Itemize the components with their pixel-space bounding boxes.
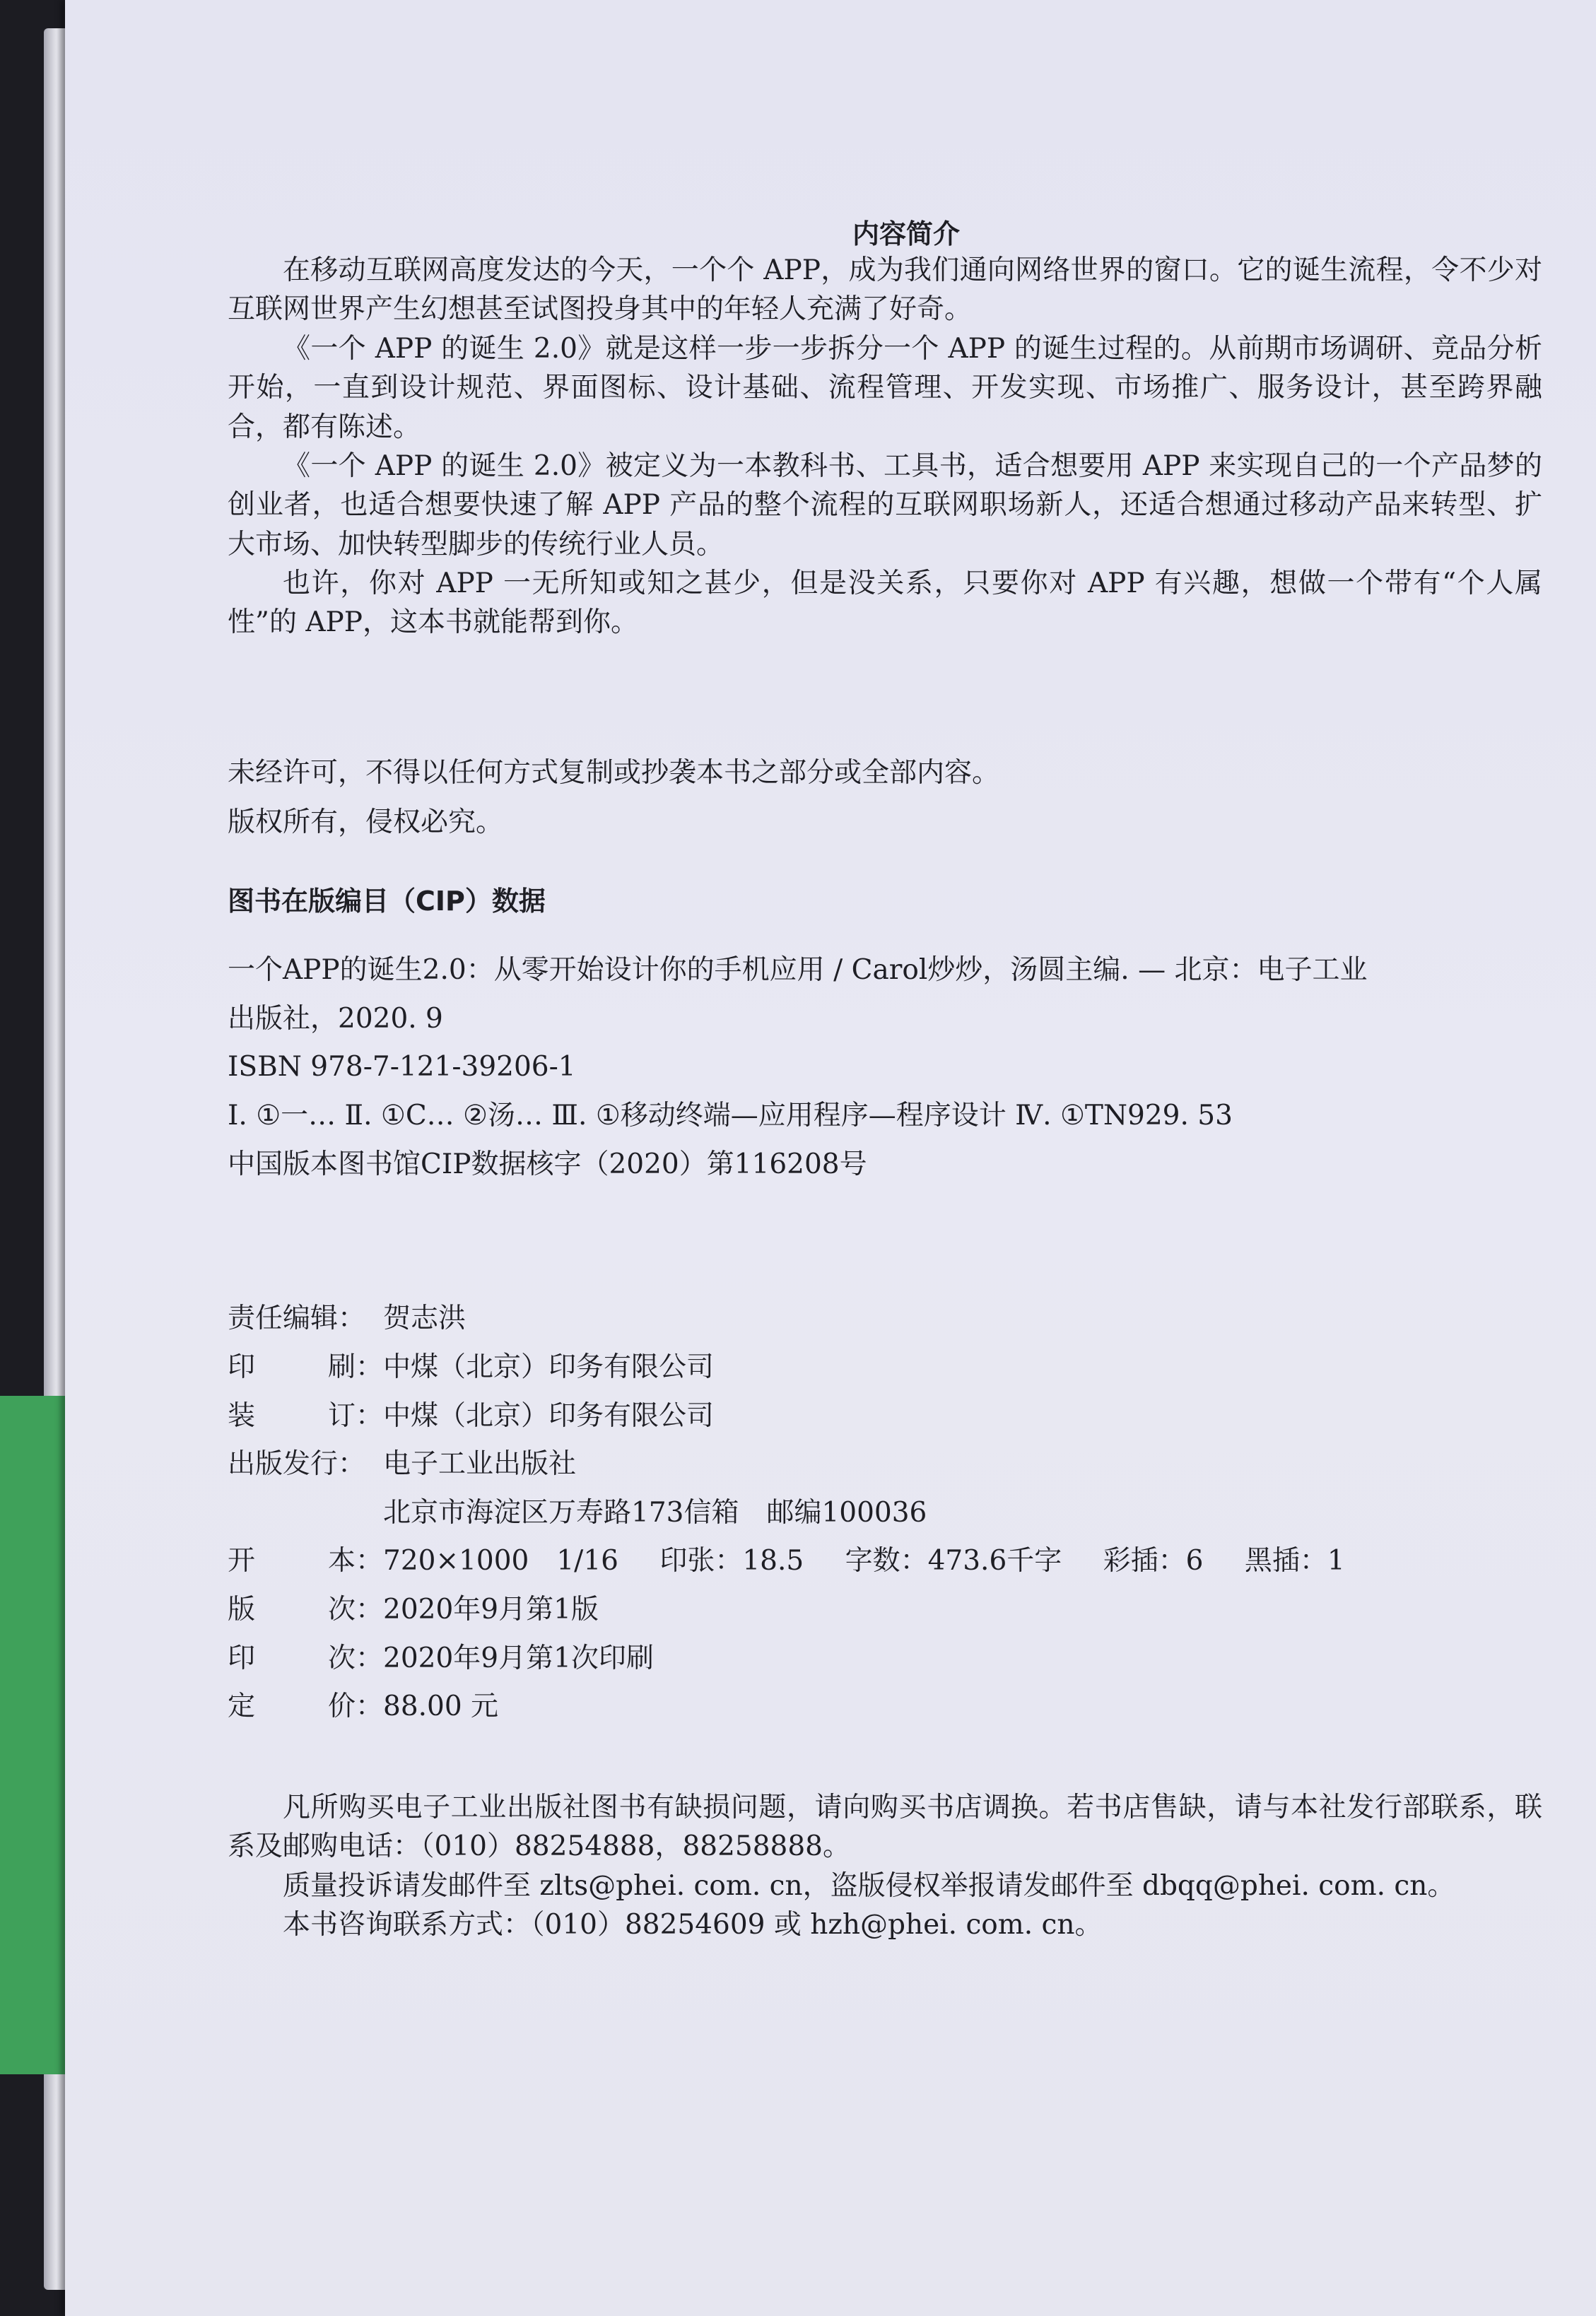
info-label-part: 次： — [327, 1594, 383, 1626]
info-row-print — [228, 1344, 1542, 1392]
info-row-publisher — [228, 1440, 1542, 1489]
contact-paragraph: 本书咨询联系方式：（010）88254609 或 hzh@phei. com. cn。 — [283, 1909, 1103, 1941]
format-bw-plates: 黑插：1 — [1244, 1545, 1345, 1577]
info-label — [228, 1392, 383, 1441]
info-label: 出版发行： — [228, 1448, 366, 1481]
contact-paragraph: 质量投诉请发邮件至 zlts@phei. com. cn，盗版侵权举报请发邮件至 dbqq@phei. com. cn。 — [283, 1869, 1455, 1902]
info-value — [383, 1537, 1378, 1586]
summary-paragraph: 在移动互联网高度发达的今天，一个个 APP，成为我们通向网络世界的窗口。它的诞生流程，令不少对互联网世界产生幻想甚至试图投身其中的年轻人充满了好奇。 — [228, 254, 1542, 326]
cip-classification: Ⅰ. ①一… Ⅱ. ①C… ②汤… Ⅲ. ①移动终端—应用程序—程序设计 Ⅳ. ①TN929. 53 — [228, 1100, 1233, 1131]
summary-body — [228, 251, 1542, 642]
info-label — [228, 1344, 383, 1392]
info-value: 中煤（北京）印务有限公司 — [383, 1399, 715, 1432]
info-row-address — [228, 1489, 1542, 1538]
summary-paragraph: 《一个 APP 的诞生 2.0》被定义为一本教科书、工具书，适合想要用 APP 来实现自己的一个产品梦的创业者，也适合想要快速了解 APP 产品的整个流程的互联网职场新人，还适合想通过移动产品来转型、扩大市场、加快转型脚步的传统行业人员。 — [228, 449, 1542, 560]
info-label: 责任编辑： — [228, 1303, 366, 1335]
publication-info — [228, 1295, 1542, 1732]
format-color-plates: 彩插：6 — [1103, 1545, 1204, 1577]
summary-paragraph: 《一个 APP 的诞生 2.0》就是这样一步一步拆分一个 APP 的诞生过程的。从前期市场调研、竞品分析开始，一直到设计规范、界面图标、设计基础、流程管理、开发实现、市场推广、服务设计，甚至跨界融合，都有陈述。 — [228, 332, 1542, 443]
info-label-part: 价： — [327, 1691, 383, 1723]
contact-info — [228, 1788, 1542, 1945]
info-row-bind — [228, 1392, 1542, 1441]
summary-title: 内容简介 — [852, 218, 960, 249]
info-row-editor — [228, 1295, 1542, 1344]
info-label-empty — [228, 1489, 383, 1538]
info-label — [228, 1586, 383, 1635]
info-row-format — [228, 1537, 1542, 1586]
info-label-part: 刷： — [327, 1351, 383, 1383]
info-label-part: 开 — [228, 1545, 256, 1577]
info-row-impression — [228, 1635, 1542, 1683]
info-value: 中煤（北京）印务有限公司 — [383, 1351, 715, 1383]
info-value: 北京市海淀区万寿路173信箱 邮编100036 — [383, 1496, 927, 1529]
book-page — [65, 0, 1596, 2316]
cip-title-line: 出版社，2020. 9 — [228, 1002, 443, 1035]
cip-number: 中国版本图书馆CIP数据核字（2020）第116208号 — [228, 1148, 867, 1180]
info-label — [228, 1635, 383, 1683]
info-value: 电子工业出版社 — [383, 1448, 577, 1481]
info-value: 贺志洪 — [383, 1303, 467, 1335]
info-label-part: 次： — [327, 1642, 383, 1674]
info-label-part: 装 — [228, 1399, 256, 1432]
summary-paragraph: 也许，你对 APP 一无所知或知之甚少，但是没关系，只要你对 APP 有兴趣，想做一个带有“个人属性”的 APP，这本书就能帮到你。 — [228, 568, 1542, 639]
cip-block — [228, 946, 1542, 1189]
info-row-price — [228, 1683, 1542, 1732]
info-label-part: 版 — [228, 1594, 256, 1626]
cip-title-line: 一个APP的诞生2.0：从零开始设计你的手机应用 / Carol炒炒，汤圆主编. — 北京：电子工业 — [228, 954, 1368, 987]
copyright-line: 版权所有，侵权必究。 — [228, 806, 504, 838]
info-label-part: 订： — [327, 1399, 383, 1432]
cip-isbn: ISBN 978-7-121-39206-1 — [228, 1051, 576, 1083]
info-row-edition — [228, 1586, 1542, 1635]
format-size: 720×1000 1/16 — [383, 1545, 618, 1577]
info-value: 2020年9月第1次印刷 — [383, 1642, 654, 1674]
info-label-part: 定 — [228, 1691, 256, 1723]
copyright-line: 未经许可，不得以任何方式复制或抄袭本书之部分或全部内容。 — [228, 756, 1000, 789]
contact-paragraph: 凡所购买电子工业出版社图书有缺损问题，请向购买书店调换。若书店售缺，请与本社发行部联系，联系及邮购电话：（010）88254888，88258888。 — [228, 1791, 1542, 1863]
info-label-part: 本： — [327, 1545, 383, 1577]
info-label — [228, 1537, 383, 1586]
format-sheets: 印张：18.5 — [659, 1545, 804, 1577]
page-content — [228, 212, 1542, 1944]
info-label-part: 印 — [228, 1351, 256, 1383]
cip-heading: 图书在版编目（CIP）数据 — [228, 886, 546, 917]
info-value: 88.00 元 — [383, 1691, 499, 1723]
info-label — [228, 1683, 383, 1732]
format-words: 字数：473.6千字 — [845, 1545, 1062, 1577]
info-label-part: 印 — [228, 1642, 256, 1674]
green-bookmark — [0, 1396, 65, 2074]
copyright-notice — [228, 748, 1542, 847]
info-value: 2020年9月第1版 — [383, 1594, 599, 1626]
